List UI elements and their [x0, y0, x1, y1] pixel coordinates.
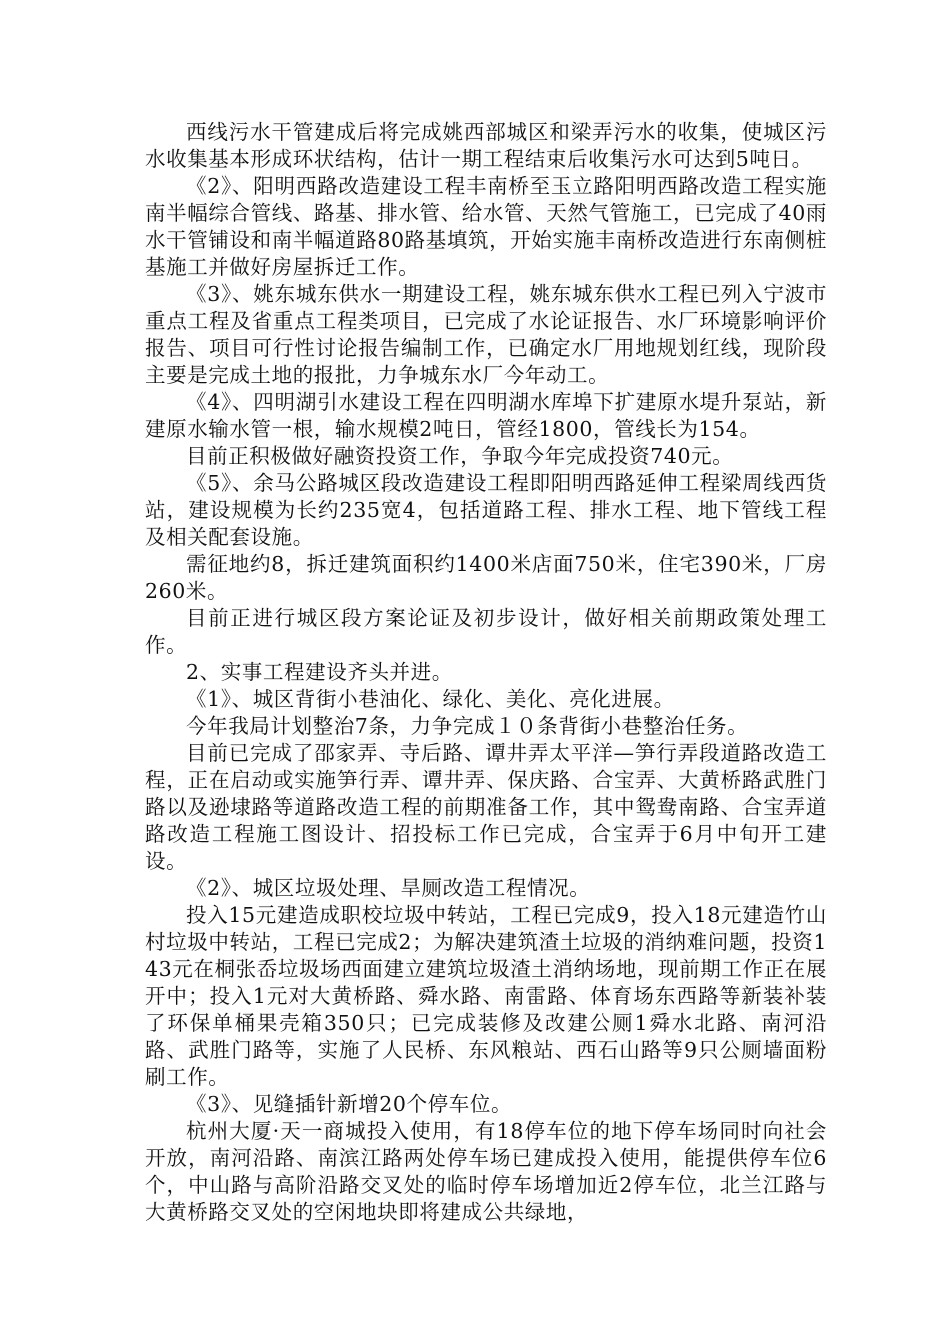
paragraph: 今年我局计划整治7条，力争完成１０条背街小巷整治任务。: [186, 714, 749, 738]
paragraph: 需征地约8，拆迁建筑面积约1400米店面750米，住宅390米，厂房260米。: [145, 552, 827, 603]
paragraph: 投入15元建造成职校垃圾中转站，工程已完成9，投入18元建造竹山村垃圾中转站，工程已完成2；为解决建筑渣土垃圾的消纳难问题，投资143元在桐张岙垃圾场西面建立建筑垃圾渣土消纳场地，现前期工作正在展开中；投入1元对大黄桥路、舜水路、南雷路、体育场东西路等新装补装了环保单桶果壳箱350只；已完成装修及改建公厕1舜水北路、南河沿路、武胜门路等，实施了人民桥、东风粮站、西石山路等9只公厕墙面粉刷工作。: [145, 903, 827, 1089]
paragraph: 《5》、余马公路城区段改造建设工程即阳明西路延伸工程梁周线西货站，建设规模为长约235宽4，包括道路工程、排水工程、地下管线工程及相关配套设施。: [145, 471, 827, 549]
section-heading: 2、实事工程建设齐头并进。: [186, 660, 453, 684]
paragraph: 目前正积极做好融资投资工作，争取今年完成投资740元。: [186, 444, 734, 468]
paragraph: 《3》、见缝插针新增20个停车位。: [186, 1092, 513, 1116]
paragraph: 《2》、城区垃圾处理、旱厕改造工程情况。: [186, 876, 591, 900]
document-body: [145, 119, 827, 1226]
paragraph: 《4》、四明湖引水建设工程在四明湖水库埠下扩建原水堤升泵站，新建原水输水管一根，输水规模2吨日，管经1800，管线长为154。: [145, 390, 827, 441]
paragraph: 目前正进行城区段方案论证及初步设计，做好相关前期政策处理工作。: [145, 606, 827, 657]
paragraph: 《2》、阳明西路改造建设工程丰南桥至玉立路阳明西路改造工程实施南半幅综合管线、路基、排水管、给水管、天然气管施工，已完成了40雨水干管铺设和南半幅道路80路基填筑，开始实施丰南桥改造进行东南侧桩基施工并做好房屋拆迁工作。: [145, 174, 827, 279]
paragraph: 杭州大厦·天一商城投入使用，有18停车位的地下停车场同时向社会开放，南河沿路、南滨江路两处停车场已建成投入使用，能提供停车位6个，中山路与高阶沿路交叉处的临时停车场增加近2停车位，北兰江路与大黄桥路交叉处的空闲地块即将建成公共绿地，: [145, 1119, 827, 1224]
paragraph: 目前已完成了邵家弄、寺后路、谭井弄太平洋—笋行弄段道路改造工程，正在启动或实施笋行弄、谭井弄、保庆路、合宝弄、大黄桥路武胜门路以及逊埭路等道路改造工程的前期准备工作，其中鸳鸯南路、合宝弄道路改造工程施工图设计、招投标工作已完成，合宝弄于6月中旬开工建设。: [145, 741, 827, 873]
paragraph: 西线污水干管建成后将完成姚西部城区和梁弄污水的收集，使城区污水收集基本形成环状结构，估计一期工程结束后收集污水可达到5吨日。: [145, 120, 827, 171]
paragraph: 《1》、城区背街小巷油化、绿化、美化、亮化进展。: [186, 687, 675, 711]
paragraph: 《3》、姚东城东供水一期建设工程，姚东城东供水工程已列入宁波市重点工程及省重点工程类项目，已完成了水论证报告、水厂环境影响评价报告、项目可行性讨论报告编制工作，已确定水厂用地规划红线，现阶段主要是完成土地的报批，力争城东水厂今年动工。: [145, 282, 827, 387]
